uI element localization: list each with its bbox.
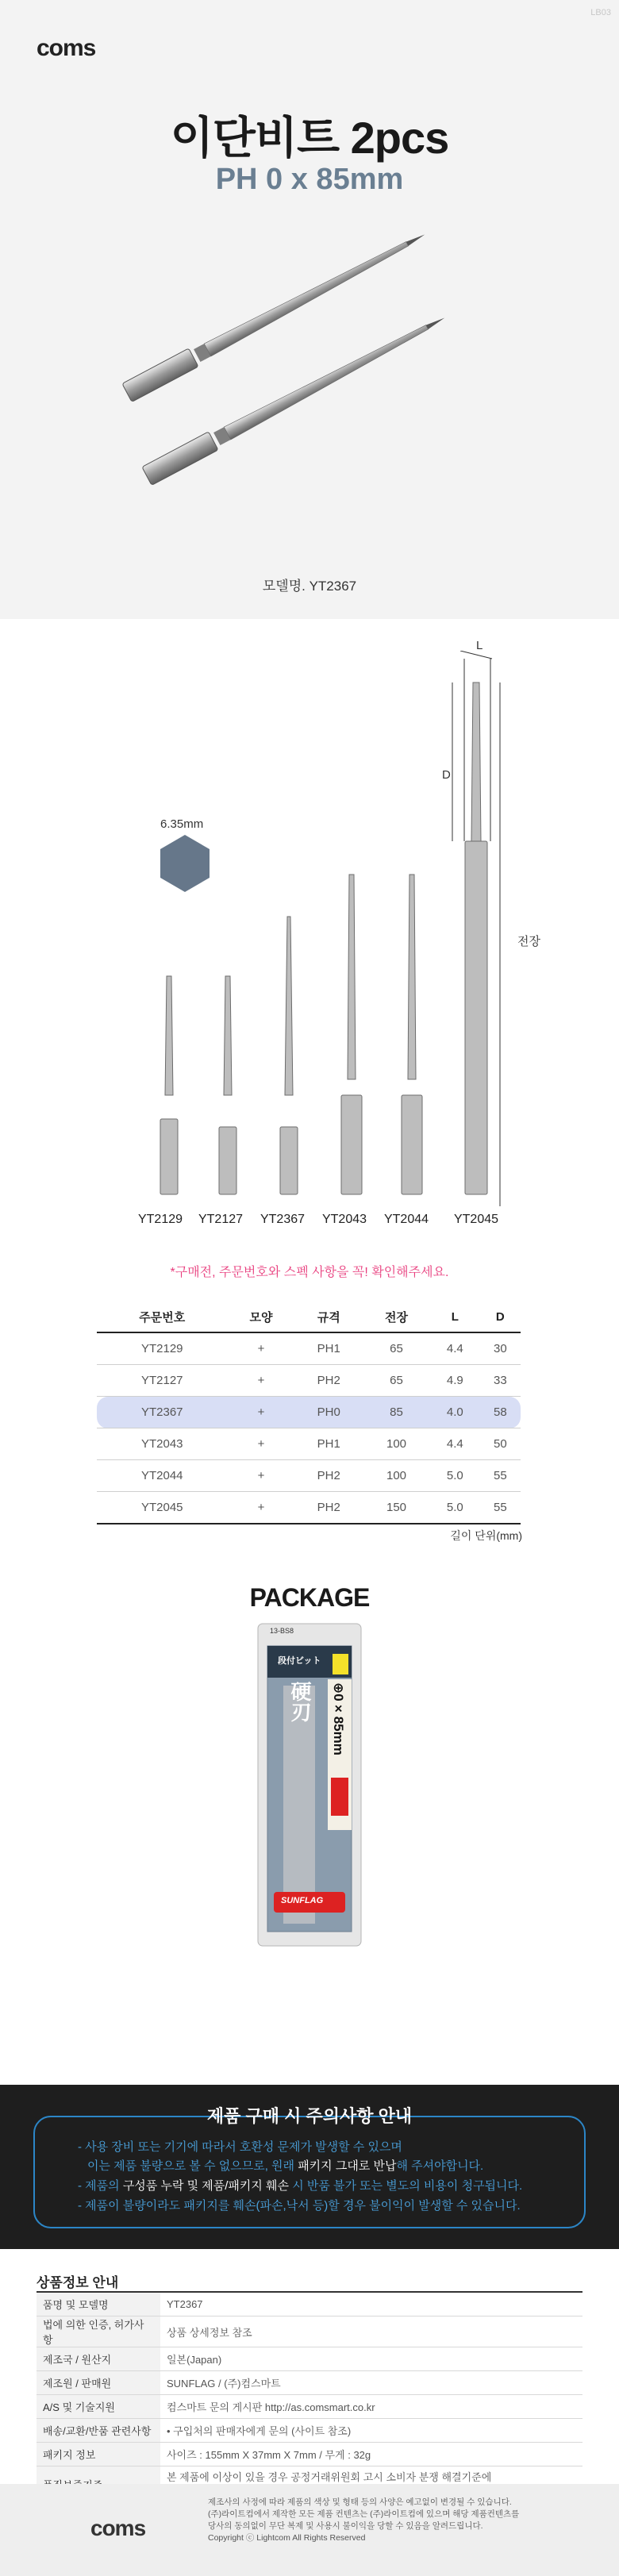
col-d: D: [480, 1301, 521, 1332]
spec-cell: YT2045: [97, 1492, 227, 1524]
spec-cell: PH2: [294, 1460, 363, 1492]
notice-title: 제품 구매 시 주의사항 안내: [206, 2106, 413, 2126]
package-brand: SUNFLAG: [281, 1896, 324, 1905]
spec-cell: 4.0: [430, 1397, 480, 1428]
notice-line-2: [87, 2157, 483, 2174]
footer-disclaimer: 제조사의 사정에 따라 제품의 색상 및 형태 등의 사양은 예고없이 변경될 수 있습니다. (주)라이트컴에서 제작한 모든 제품 컨텐츠는 (주)라이트컴에 있으며 해당 제품컨텐츠를 당사의 동의없이 무단 복제 및 사용시 불이익을 당할 수 있음을 알려드립니다. Copyright ⓒ Lightcom All Rights Reserved: [208, 2497, 520, 2543]
spec-cell: YT2127: [97, 1365, 227, 1397]
col-order-no: 주문번호: [97, 1301, 227, 1332]
info-value: 본 제품에 이상이 있을 경우 공정거래위원회 고시 소비자 분쟁 해결기준에: [160, 2466, 582, 2502]
info-value: • 구입처의 판매자에게 문의 (사이트 참조): [160, 2419, 582, 2443]
spec-cell: PH2: [294, 1365, 363, 1397]
bit-label-3: YT2367: [260, 1213, 306, 1226]
product-photo-bits: [103, 230, 516, 516]
spec-cell: YT2044: [97, 1460, 227, 1492]
unit-note: 길이 단위(mm): [450, 1529, 522, 1542]
notice-line-3-text-a: - 제품의: [78, 2179, 123, 2193]
col-l: L: [430, 1301, 480, 1332]
spec-cell: +: [227, 1332, 294, 1365]
product-subtitle: PH 0 x 85mm: [215, 163, 404, 196]
info-key: A/S 및 기술지원: [37, 2395, 160, 2419]
info-value: 상품 상세정보 참조: [160, 2316, 582, 2347]
product-info-table: [37, 2291, 582, 2502]
package-kanji: 硬刃: [288, 1681, 312, 1722]
spec-cell: 85: [363, 1397, 430, 1428]
notice-line-4: [78, 2197, 521, 2213]
spec-row: [97, 1460, 521, 1492]
spec-row: [97, 1397, 521, 1428]
info-value: SUNFLAG / (주)컴스마트: [160, 2371, 582, 2395]
corner-code: LB03: [590, 8, 611, 17]
spec-cell: 50: [480, 1428, 521, 1460]
footer-logo: coms: [90, 2516, 146, 2540]
spec-row: [97, 1365, 521, 1397]
spec-cell: +: [227, 1365, 294, 1397]
bit-label-6: YT2045: [453, 1213, 499, 1226]
spec-cell: 4.9: [430, 1365, 480, 1397]
notice-line-1-text: - 사용 장비 또는 기기에 따라서 호환성 문제가 발생할 수 있으며: [78, 2140, 402, 2154]
spec-cell: 100: [363, 1428, 430, 1460]
info-row: [37, 2316, 582, 2347]
info-value: YT2367: [160, 2292, 582, 2316]
bit-label-5: YT2044: [383, 1213, 429, 1226]
bit-label-4: YT2043: [321, 1213, 367, 1226]
spec-cell: 5.0: [430, 1492, 480, 1524]
spec-cell: PH0: [294, 1397, 363, 1428]
spec-cell: 100: [363, 1460, 430, 1492]
info-row: [37, 2419, 582, 2443]
info-row: [37, 2443, 582, 2466]
bit-label-2: YT2127: [198, 1213, 244, 1226]
brand-logo: coms: [37, 35, 96, 61]
notice-line-3: [78, 2177, 522, 2193]
info-value: 사이즈 : 155mm X 37mm X 7mm / 무게 : 32g: [160, 2443, 582, 2466]
spec-cell: 5.0: [430, 1460, 480, 1492]
info-key: 배송/교환/반품 관련사항: [37, 2419, 160, 2443]
info-row: [37, 2371, 582, 2395]
spec-cell: 30: [480, 1332, 521, 1365]
notice-line-2-emphasis: 패키지 그대로 반납: [298, 2159, 397, 2173]
col-shape: 모양: [227, 1301, 294, 1332]
info-key: 제조원 / 판매원: [37, 2371, 160, 2395]
info-value: 컴스마트 문의 게시판 http://as.comsmart.co.kr: [160, 2395, 582, 2419]
notice-line-2-text-b: 해 주셔야합니다.: [396, 2159, 484, 2173]
purchase-warning: *구매전, 주문번호와 스펙 사항을 꼭! 확인해주세요.: [170, 1266, 449, 1279]
col-spec: 규격: [294, 1301, 363, 1332]
spec-cell: 65: [363, 1332, 430, 1365]
bit-label-1: YT2129: [137, 1213, 183, 1226]
product-info-title: 상품정보 안내: [37, 2275, 119, 2290]
spec-cell: 150: [363, 1492, 430, 1524]
spec-row: [97, 1492, 521, 1524]
hex-size-label: 6.35mm: [160, 817, 204, 831]
spec-cell: +: [227, 1428, 294, 1460]
spec-cell: 55: [480, 1492, 521, 1524]
product-title: 이단비트 2pcs: [170, 113, 449, 163]
dim-l-label: L: [476, 639, 483, 652]
spec-row: [97, 1332, 521, 1365]
spec-cell: 58: [480, 1397, 521, 1428]
spec-cell: 33: [480, 1365, 521, 1397]
info-key: 품명 및 모델명: [37, 2292, 160, 2316]
spec-cell: PH1: [294, 1332, 363, 1365]
spec-cell: YT2129: [97, 1332, 227, 1365]
spec-row: [97, 1428, 521, 1460]
info-key: 법에 의한 인증, 허가사항: [37, 2316, 160, 2347]
info-row: [37, 2395, 582, 2419]
spec-cell: PH2: [294, 1492, 363, 1524]
info-row: [37, 2292, 582, 2316]
notice-line-3-text-b: 시 반품 불가 또는 별도의 비용이 청구됩니다.: [289, 2179, 523, 2193]
spec-cell: +: [227, 1492, 294, 1524]
spec-cell: +: [227, 1460, 294, 1492]
info-row: [37, 2347, 582, 2371]
spec-cell: PH1: [294, 1428, 363, 1460]
col-total-length: 전장: [363, 1301, 430, 1332]
notice-line-2-text-a: 이는 제품 불량으로 볼 수 없으므로, 원래: [87, 2159, 298, 2173]
spec-cell: YT2043: [97, 1428, 227, 1460]
info-key: 제조국 / 원산지: [37, 2347, 160, 2371]
dim-d-label: D: [442, 768, 451, 782]
spec-cell: 4.4: [430, 1428, 480, 1460]
bit-lineup-diagram: [119, 651, 532, 1206]
spec-cell: YT2367: [97, 1397, 227, 1428]
model-number: 모델명. YT2367: [262, 579, 357, 594]
notice-line-4-text: - 제품이 불량이라도 패키지를 훼손(파손,낙서 등)할 경우 불이익이 발생할 수 있습니다.: [78, 2199, 521, 2213]
spec-cell: 65: [363, 1365, 430, 1397]
info-value: 일본(Japan): [160, 2347, 582, 2371]
notice-line-1: [78, 2138, 402, 2155]
package-size: ⊕0×85mm: [331, 1682, 346, 1755]
spec-table: [97, 1301, 521, 1524]
spec-cell: 4.4: [430, 1332, 480, 1365]
package-title: PACKAGE: [249, 1583, 370, 1612]
notice-line-3-emphasis: 구성품 누락 및 제품/패키지 훼손: [122, 2179, 290, 2193]
package-badge: 段付ビット: [278, 1656, 321, 1666]
info-key: 패키지 정보: [37, 2443, 160, 2466]
spec-table-header: [97, 1301, 521, 1332]
spec-cell: +: [227, 1397, 294, 1428]
package-code: 13-BS8: [270, 1627, 294, 1635]
total-length-label: 전장: [517, 935, 540, 948]
spec-cell: 55: [480, 1460, 521, 1492]
